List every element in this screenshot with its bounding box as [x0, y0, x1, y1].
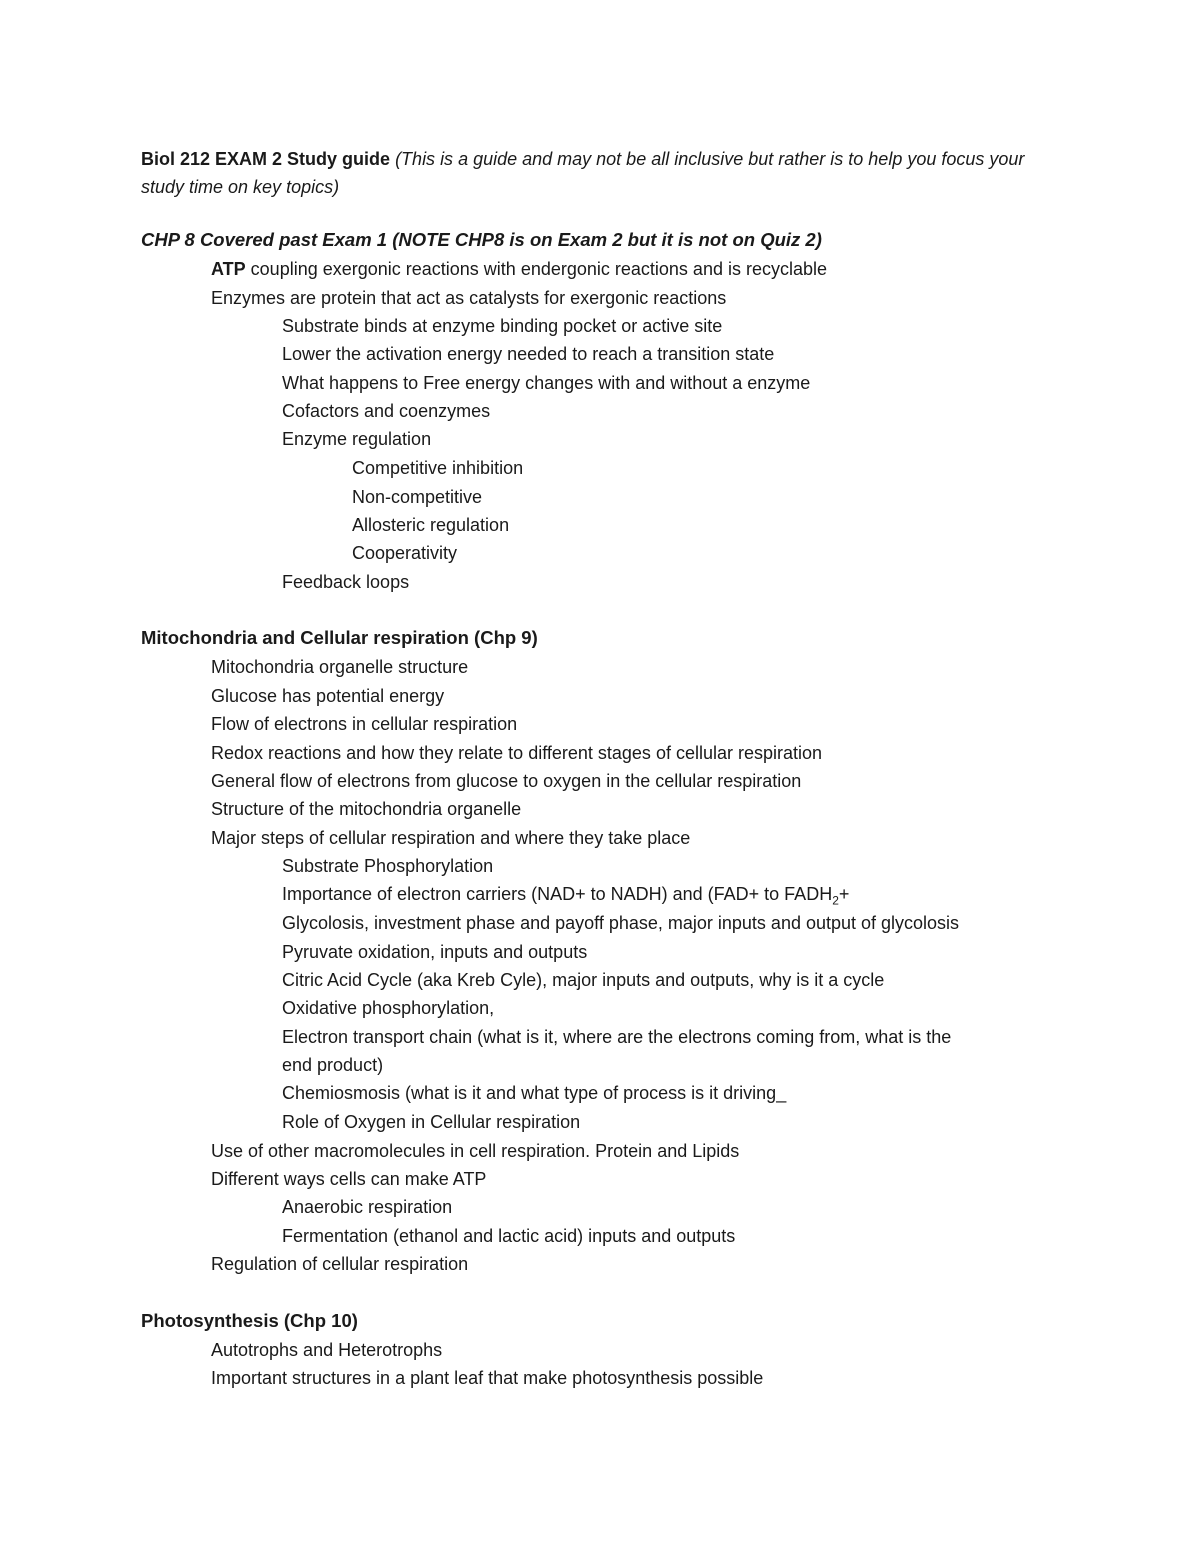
- list-item: Structure of the mitochondria organelle: [211, 799, 522, 819]
- list-item: Substrate binds at enzyme binding pocket or active site: [282, 316, 723, 336]
- list-item: [211, 257, 827, 281]
- list-item: Non-competitive: [352, 487, 483, 507]
- list-item: Electron transport chain (what is it, where are the electrons coming from, what is the: [282, 1027, 952, 1047]
- atp-label: ATP: [211, 259, 246, 279]
- list-item: Different ways cells can make ATP: [211, 1169, 487, 1189]
- title-note: (This is a guide and may not be all inclusive but rather is to help you focus your study time on key topics): [141, 149, 1025, 197]
- list-item: Fermentation (ethanol and lactic acid) inputs and outputs: [282, 1226, 736, 1246]
- list-item: Major steps of cellular respiration and where they take place: [211, 828, 691, 848]
- list-item: Glucose has potential energy: [211, 686, 445, 706]
- list-item: end product): [282, 1055, 384, 1075]
- list-item: Cooperativity: [352, 543, 458, 563]
- list-item: Mitochondria organelle structure: [211, 657, 469, 677]
- section-heading-chp8: CHP 8 Covered past Exam 1 (NOTE CHP8 is on Exam 2 but it is not on Quiz 2): [141, 229, 822, 250]
- section-heading-chp10: Photosynthesis (Chp 10): [141, 1310, 358, 1331]
- list-item: Oxidative phosphorylation,: [282, 998, 495, 1018]
- atp-text: coupling exergonic reactions with endergonic reactions and is recyclable: [245, 259, 827, 279]
- list-item: Anaerobic respiration: [282, 1197, 453, 1217]
- list-item: Cofactors and coenzymes: [282, 401, 491, 421]
- title-bold: Biol 212 EXAM 2 Study guide: [141, 149, 391, 169]
- fadh-tail: +: [838, 884, 850, 904]
- list-item: Substrate Phosphorylation: [282, 856, 494, 876]
- list-item: Citric Acid Cycle (aka Kreb Cyle), major inputs and outputs, why is it a cycle: [282, 970, 885, 990]
- list-item: Lower the activation energy needed to reach a transition state: [282, 344, 775, 364]
- electron-carriers-text: Importance of electron carriers (NAD+ to NADH) and (FAD+ to FADH: [282, 884, 833, 904]
- list-item: Competitive inhibition: [352, 458, 524, 478]
- document-title: [141, 145, 1061, 201]
- list-item: Regulation of cellular respiration: [211, 1254, 469, 1274]
- list-item: General flow of electrons from glucose to oxygen in the cellular respiration: [211, 771, 802, 791]
- list-item: Use of other macromolecules in cell respiration. Protein and Lipids: [211, 1141, 740, 1161]
- list-item: Role of Oxygen in Cellular respiration: [282, 1112, 581, 1132]
- list-item: Important structures in a plant leaf that make photosynthesis possible: [211, 1368, 764, 1388]
- fadh-subscript: 2: [832, 893, 839, 908]
- list-item: Glycolosis, investment phase and payoff phase, major inputs and output of glycolosis: [282, 913, 960, 933]
- list-item: Redox reactions and how they relate to different stages of cellular respiration: [211, 743, 823, 763]
- list-item: Autotrophs and Heterotrophs: [211, 1340, 443, 1360]
- list-item: Flow of electrons in cellular respiration: [211, 714, 518, 734]
- list-item: Chemiosmosis (what is it and what type of process is it driving_: [282, 1083, 787, 1103]
- list-item: Pyruvate oxidation, inputs and outputs: [282, 942, 588, 962]
- list-item: What happens to Free energy changes with and without a enzyme: [282, 373, 811, 393]
- list-item: [282, 882, 849, 906]
- section-heading-chp9: Mitochondria and Cellular respiration (Chp 9): [141, 627, 538, 648]
- list-item: Allosteric regulation: [352, 515, 510, 535]
- list-item: Enzyme regulation: [282, 429, 432, 449]
- list-item: Enzymes are protein that act as catalysts for exergonic reactions: [211, 288, 727, 308]
- list-item: Feedback loops: [282, 572, 410, 592]
